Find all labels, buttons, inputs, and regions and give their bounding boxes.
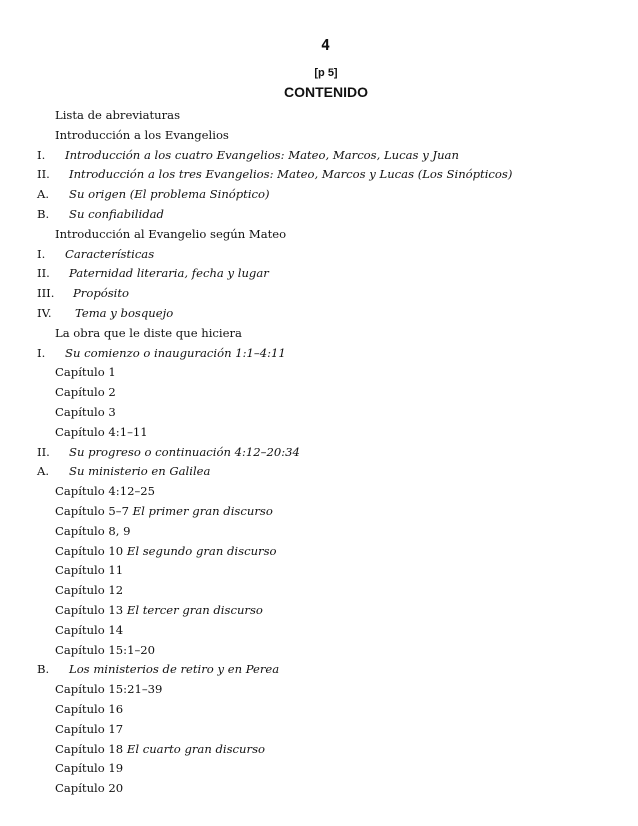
toc-entry-title (75, 304, 173, 324)
toc-entry (0, 165, 638, 185)
toc-entry-text: Capítulo 3 (55, 404, 116, 419)
toc-entry (0, 344, 638, 364)
toc-entry-title (55, 759, 123, 779)
toc-entry-title (69, 660, 279, 680)
toc-entry-text: Capítulo 10 (55, 543, 124, 558)
toc-entry-text: Capítulo 19 (55, 761, 124, 776)
toc-entry-title (55, 581, 123, 601)
toc-entry (0, 462, 638, 482)
toc-entry-text: La obra que le diste que hiciera (55, 325, 242, 340)
toc-entry-title (55, 561, 123, 581)
toc-entry-title (73, 284, 129, 304)
toc-entry-title (55, 363, 116, 383)
toc-entry-title (65, 344, 286, 364)
table-of-contents (0, 106, 638, 799)
toc-entry-text: Capítulo 13 (55, 602, 124, 617)
toc-entry-title (55, 423, 148, 443)
toc-entry (0, 660, 638, 680)
toc-entry-text: Introducción al Evangelio según Mateo (55, 226, 287, 241)
toc-entry-text: Paternidad literaria, fecha y lugar (69, 266, 269, 281)
toc-entry-number: II. (37, 444, 50, 459)
toc-entry-title (69, 185, 270, 205)
toc-entry-title (55, 720, 123, 740)
toc-entry-title (69, 264, 269, 284)
toc-entry-title (55, 522, 131, 542)
toc-entry-text: Capítulo 14 (55, 622, 124, 637)
toc-entry-title (55, 700, 123, 720)
toc-entry (0, 264, 638, 284)
toc-entry-text: Los ministerios de retiro y en Perea (69, 662, 280, 677)
toc-entry-title (65, 245, 154, 265)
toc-entry-text: Su ministerio en Galilea (69, 464, 211, 479)
toc-entry-text: Capítulo 4:12–25 (55, 484, 155, 499)
toc-entry (0, 680, 638, 700)
toc-entry-text: Capítulo 17 (55, 721, 124, 736)
toc-entry-text: Su progreso o continuación 4:12–20:34 (69, 444, 300, 459)
toc-entry-text: Capítulo 8, 9 (55, 523, 131, 538)
page-number: 4 (320, 36, 332, 54)
toc-entry (0, 443, 638, 463)
toc-entry-subtitle: El segundo gran discurso (126, 543, 277, 558)
toc-entry (0, 502, 638, 522)
toc-entry-title (55, 740, 265, 760)
toc-entry-text: Capítulo 5–7 (55, 503, 129, 518)
toc-entry (0, 304, 638, 324)
toc-entry-title (55, 324, 242, 344)
toc-entry-title (55, 126, 229, 146)
toc-entry-title (55, 601, 263, 621)
toc-entry (0, 423, 638, 443)
toc-entry (0, 601, 638, 621)
toc-entry-text: Capítulo 16 (55, 701, 124, 716)
toc-entry-text: Tema y bosquejo (75, 305, 174, 320)
toc-entry (0, 740, 638, 760)
toc-entry (0, 126, 638, 146)
toc-entry-subtitle: El tercer gran discurso (126, 602, 263, 617)
toc-entry-number: IV. (37, 305, 52, 320)
toc-entry (0, 542, 638, 562)
toc-entry-text: Lista de abreviaturas (55, 108, 181, 122)
toc-entry-title (69, 165, 512, 185)
toc-entry-title (55, 225, 286, 245)
toc-entry-text: Su comienzo o inauguración 1:1–4:11 (65, 345, 286, 360)
toc-entry-title (69, 462, 210, 482)
toc-entry-number: II. (37, 266, 50, 281)
toc-entry (0, 383, 638, 403)
toc-entry (0, 759, 638, 779)
toc-entry-number: I. (37, 345, 46, 360)
toc-entry-number: III. (37, 286, 55, 301)
toc-entry-number: A. (37, 187, 50, 202)
toc-entry (0, 522, 638, 542)
contents-heading: CONTENIDO (284, 84, 368, 100)
toc-entry-text: Capítulo 15:1–20 (55, 642, 155, 657)
toc-entry (0, 403, 638, 423)
toc-entry-text: Características (65, 246, 155, 261)
toc-entry (0, 720, 638, 740)
toc-entry-title (69, 443, 300, 463)
toc-entry-title (55, 106, 180, 126)
toc-entry (0, 641, 638, 661)
toc-entry-text: Capítulo 2 (55, 385, 116, 400)
toc-entry (0, 146, 638, 166)
toc-entry-text: Capítulo 15:21–39 (55, 682, 163, 697)
toc-entry-subtitle: El cuarto gran discurso (126, 741, 265, 756)
toc-entry (0, 106, 638, 126)
toc-entry-title (55, 403, 116, 423)
toc-entry (0, 482, 638, 502)
toc-entry (0, 700, 638, 720)
toc-entry-text: Capítulo 4:1–11 (55, 424, 148, 439)
toc-entry (0, 621, 638, 641)
toc-entry (0, 581, 638, 601)
toc-entry-text: Su confiabilidad (69, 206, 164, 221)
toc-entry-text: Capítulo 11 (55, 563, 124, 578)
toc-entry-title (65, 146, 459, 166)
toc-entry-title (55, 680, 162, 700)
toc-entry (0, 205, 638, 225)
toc-entry (0, 779, 638, 799)
toc-entry (0, 225, 638, 245)
toc-entry-number: B. (37, 206, 50, 221)
toc-entry (0, 185, 638, 205)
toc-entry-number: I. (37, 246, 46, 261)
toc-entry-title (55, 621, 123, 641)
toc-entry-title (55, 779, 123, 799)
toc-entry-text: Introducción a los cuatro Evangelios: Mateo, Marcos, Lucas y Juan (65, 147, 459, 162)
toc-entry (0, 561, 638, 581)
toc-entry (0, 284, 638, 304)
toc-entry-text: Capítulo 1 (55, 365, 116, 380)
toc-entry-text: Capítulo 12 (55, 583, 124, 598)
toc-entry-text: Propósito (73, 286, 130, 301)
toc-entry-title (55, 542, 277, 562)
toc-entry-text: Capítulo 20 (55, 781, 124, 796)
toc-entry (0, 245, 638, 265)
toc-entry-text: Introducción a los Evangelios (55, 127, 229, 142)
toc-entry-number: I. (37, 147, 46, 162)
toc-entry-text: Su origen (El problema Sinóptico) (69, 187, 270, 202)
toc-entry-title (55, 502, 273, 522)
toc-entry-title (69, 205, 164, 225)
toc-entry-title (55, 641, 155, 661)
toc-entry-number: A. (37, 464, 50, 479)
page-reference: [p 5] (314, 67, 338, 79)
toc-entry (0, 363, 638, 383)
toc-entry-title (55, 482, 155, 502)
toc-entry-subtitle: El primer gran discurso (132, 503, 273, 518)
toc-entry-title (55, 383, 116, 403)
toc-entry-text: Capítulo 18 (55, 741, 124, 756)
toc-entry-text: Introducción a los tres Evangelios: Mateo, Marcos y Lucas (Los Sinópticos) (69, 167, 513, 182)
toc-entry (0, 324, 638, 344)
toc-entry-number: B. (37, 662, 50, 677)
toc-entry-number: II. (37, 167, 50, 182)
